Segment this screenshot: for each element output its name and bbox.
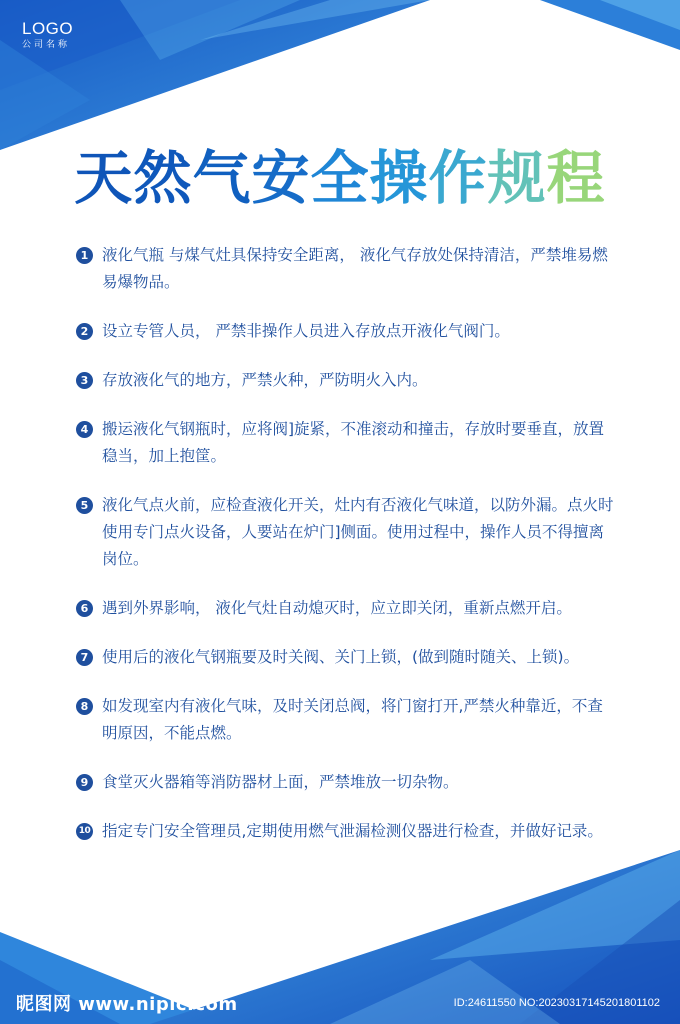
rule-text: 使用后的液化气钢瓶要及时关阀、关门上锁，(做到随时随关、上锁)。 xyxy=(102,648,580,666)
rule-text: 遇到外界影响， 液化气灶自动熄灭时，应立即关闭，重新点燃开启。 xyxy=(102,599,572,617)
rule-text: 液化气点火前，应检查液化开关，灶内有否液化气味道，以防外漏。点火时使用专门点火设备，人要站在炉门]侧面。使用过程中，操作人员不得擅离岗位。 xyxy=(102,496,614,568)
rules-list xyxy=(76,242,616,867)
rule-text: 如发现室内有液化气味，及时关闭总阀，将门窗打开,严禁火种靠近，不查明原因，不能点燃。 xyxy=(102,697,603,742)
rule-item xyxy=(76,492,616,573)
rule-number-badge: 6 xyxy=(76,600,93,617)
page-title xyxy=(0,140,680,216)
rule-number-badge: 4 xyxy=(76,421,93,438)
rule-item xyxy=(76,242,616,296)
rule-number-badge: 5 xyxy=(76,497,93,514)
rule-item xyxy=(76,818,616,845)
rule-number-badge: 9 xyxy=(76,774,93,791)
rule-text: 搬运液化气钢瓶时，应将阀]旋紧，不准滚动和撞击，存放时要垂直，放置稳当，加上抱筐。 xyxy=(102,420,605,465)
rule-number-badge: 8 xyxy=(76,698,93,715)
rule-item xyxy=(76,693,616,747)
title-char: 气 xyxy=(192,144,252,212)
logo-block xyxy=(22,20,73,51)
rule-number-badge: 1 xyxy=(76,247,93,264)
company-name: 公司名称 xyxy=(22,40,71,50)
rule-number-badge: 7 xyxy=(76,649,93,666)
rule-number-badge: 3 xyxy=(76,372,93,389)
title-char: 操 xyxy=(369,144,429,212)
watermark-site: 昵图网 www.nipic.com xyxy=(16,994,238,1015)
title-char: 程 xyxy=(546,144,606,212)
rule-number-badge: 2 xyxy=(76,323,93,340)
rule-item xyxy=(76,769,616,796)
rule-text: 食堂灭火器箱等消防器材上面，严禁堆放一切杂物。 xyxy=(102,773,459,791)
rule-text: 设立专管人员， 严禁非操作人员进入存放点开液化气阀门。 xyxy=(102,322,510,340)
watermark-id: ID:24611550 NO:20230317145201801102 xyxy=(453,997,660,1009)
rule-item xyxy=(76,367,616,394)
rule-item xyxy=(76,595,616,622)
title-char: 然 xyxy=(133,144,193,212)
rule-item xyxy=(76,644,616,671)
title-char: 作 xyxy=(428,144,488,212)
rule-text: 液化气瓶 与煤气灶具保持安全距离， 液化气存放处保持清洁，严禁堆易燃易爆物品。 xyxy=(102,246,608,291)
rule-number-badge: 10 xyxy=(76,823,93,840)
title-char: 规 xyxy=(487,144,547,212)
title-char: 天 xyxy=(74,144,134,212)
rule-text: 存放液化气的地方，严禁火种，严防明火入内。 xyxy=(102,371,428,389)
rule-item xyxy=(76,318,616,345)
title-char: 安 xyxy=(251,144,311,212)
rule-item xyxy=(76,416,616,470)
title-char: 全 xyxy=(310,144,370,212)
logo-text: LOGO xyxy=(22,19,74,38)
rule-text: 指定专门安全管理员,定期使用燃气泄漏检测仪器进行检查，并做好记录。 xyxy=(102,822,603,840)
